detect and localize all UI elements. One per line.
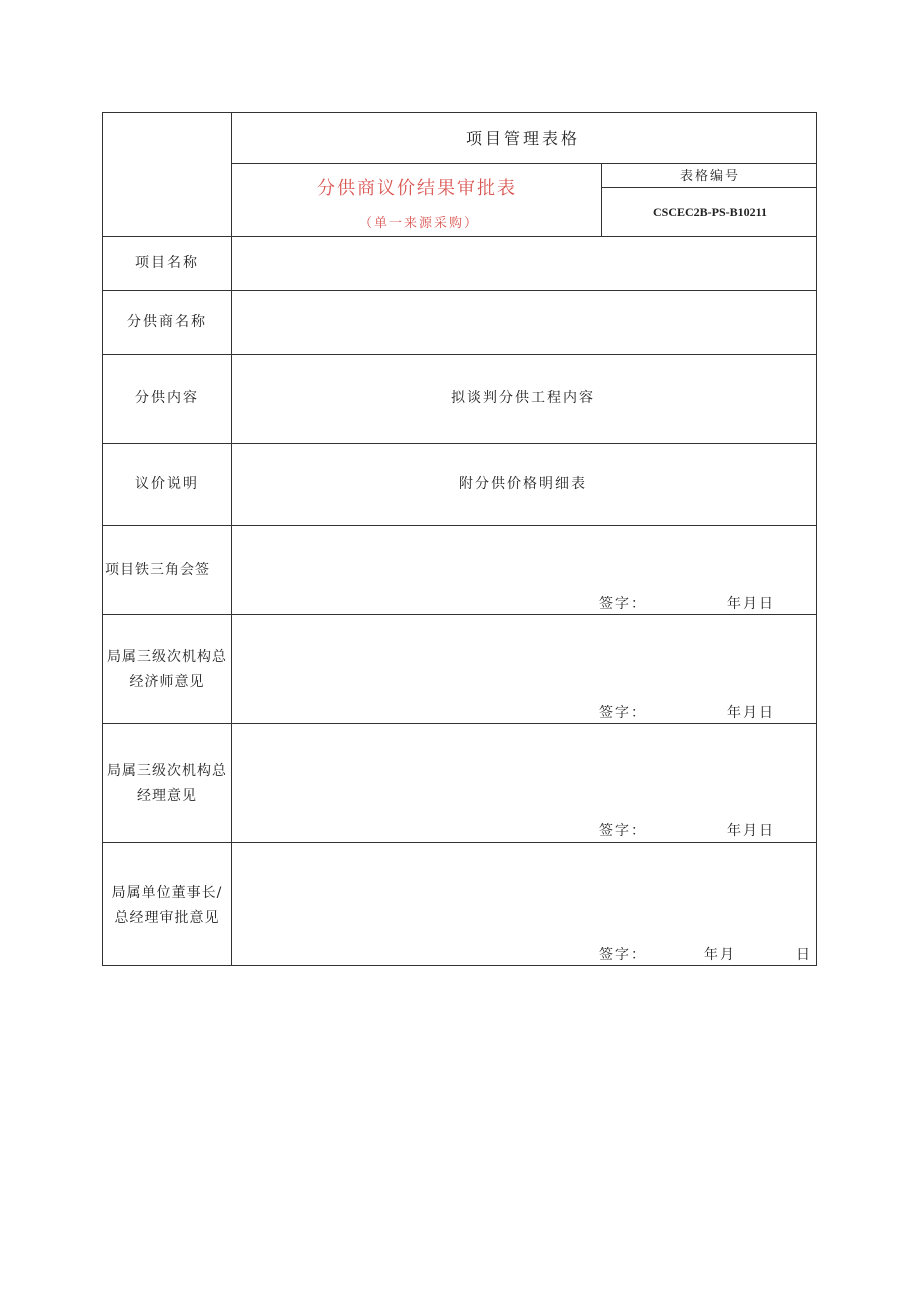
row-divider — [103, 525, 816, 526]
project-name-label: 项目名称 — [135, 255, 199, 271]
row-divider — [103, 443, 816, 444]
approval-form-table — [102, 112, 817, 966]
form-no-divider — [601, 163, 602, 236]
row-divider — [103, 354, 816, 355]
subcontract-content-label: 分供内容 — [135, 390, 199, 406]
row-divider — [103, 614, 816, 615]
chairman-approval-label — [112, 881, 223, 931]
negotiation-note-label: 议价说明 — [135, 476, 199, 492]
signature-label: 签字： — [599, 823, 647, 839]
economist-label-line1: 局属三级次机构总 — [107, 649, 227, 665]
date-label: 年月日 — [727, 705, 775, 721]
signature-label: 签字： — [599, 947, 647, 963]
economist-opinion-label — [107, 645, 227, 695]
chairman-label-line2: 总经理审批意见 — [114, 910, 220, 926]
date-day-label: 日 — [796, 947, 812, 963]
header-divider — [231, 163, 816, 164]
negotiation-note-value: 附分供价格明细表 — [459, 476, 587, 492]
form-no-label: 表格编号 — [679, 169, 741, 184]
general-manager-label-line2: 经理意见 — [137, 788, 197, 804]
row-divider — [103, 236, 816, 237]
general-manager-label-line1: 局属三级次机构总 — [107, 763, 227, 779]
subcontractor-name-label: 分供商名称 — [127, 314, 207, 330]
approval-title: 分供商议价结果审批表 — [317, 178, 517, 199]
column-divider — [231, 113, 232, 966]
project-triangle-label: 项目铁三角会签 — [105, 562, 210, 578]
chairman-label-line1: 局属单位董事长/ — [111, 885, 223, 901]
signature-label: 签字： — [599, 596, 647, 612]
signature-label: 签字： — [599, 705, 647, 721]
form-no-value: CSCEC2B-PS-B10211 — [652, 205, 768, 219]
approval-subtitle: （单一来源采购） — [358, 216, 480, 231]
economist-label-line2: 经济师意见 — [129, 674, 205, 690]
date-label: 年月日 — [727, 823, 775, 839]
date-label: 年月日 — [727, 596, 775, 612]
form-no-label-divider — [601, 187, 816, 188]
row-divider — [103, 842, 816, 843]
form-title: 项目管理表格 — [465, 129, 581, 148]
date-year-month-label: 年月 — [704, 947, 736, 963]
row-divider — [103, 290, 816, 291]
general-manager-opinion-label — [107, 759, 227, 809]
subcontract-content-value: 拟谈判分供工程内容 — [451, 390, 595, 406]
row-divider — [103, 723, 816, 724]
